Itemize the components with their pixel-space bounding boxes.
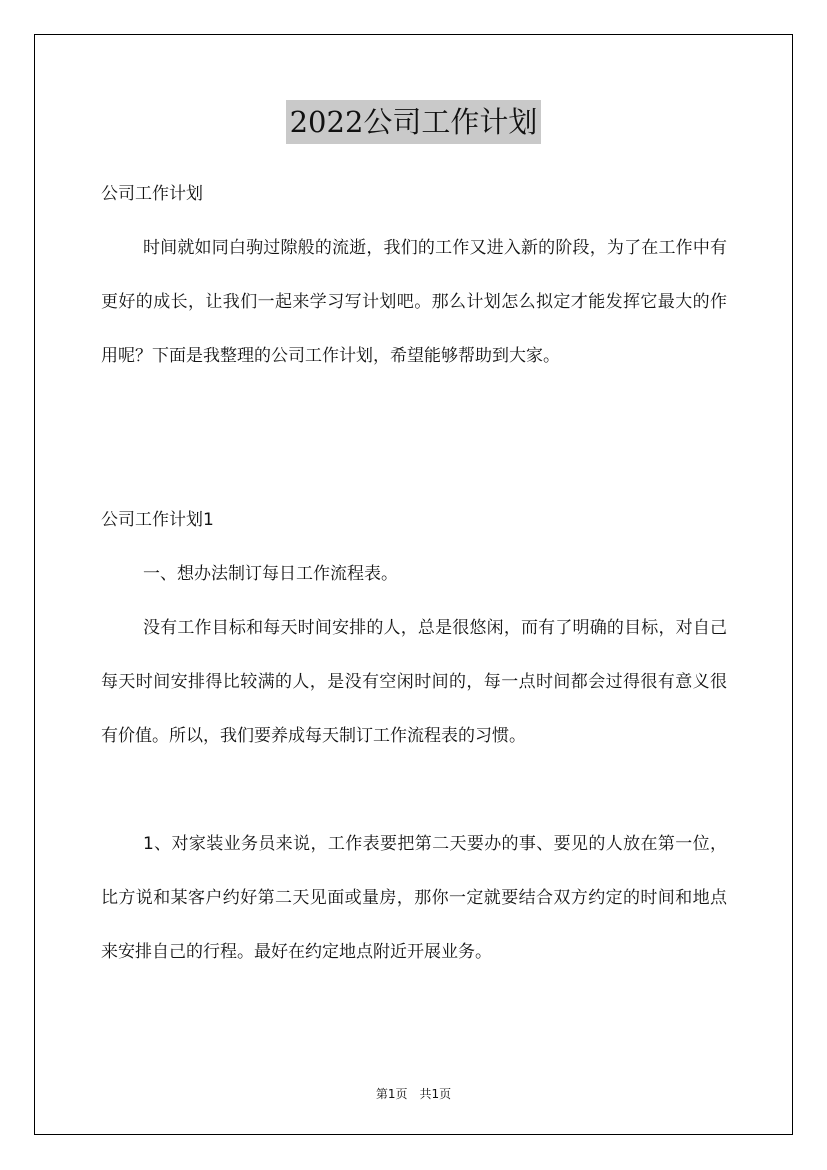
page-footer [0,1085,827,1102]
intro-paragraph: 时间就如同白驹过隙般的流逝，我们的工作又进入新的阶段，为了在工作中有更好的成长，让我们一起来学习写计划吧。那么计划怎么拟定才能发挥它最大的作用呢？下面是我整理的公司工作计划，希望能够帮助到大家。 [101,238,727,366]
section-heading: 公司工作计划 [101,184,203,204]
body-paragraph-1: 没有工作目标和每天时间安排的人，总是很悠闲，而有了明确的目标，对自己每天时间安排得比较满的人，是没有空闲时间的，每一点时间都会过得很有意义很有价值。所以，我们要养成每天制订工作流程表的习惯。 [101,618,727,746]
section-item-1: 一、想办法制订每日工作流程表。 [143,564,398,584]
plan-heading: 公司工作计划1 [101,510,214,530]
page-total: 共1页 [419,1087,452,1101]
document-title: 2022公司工作计划 [286,100,542,144]
body-paragraph-2: 1、对家装业务员来说，工作表要把第二天要办的事、要见的人放在第一位，比方说和某客户约好第二天见面或量房，那你一定就要结合双方约定的时间和地点来安排自己的行程。最好在约定地点附近开展业务。 [101,834,727,962]
page-number: 第1页 [375,1087,408,1101]
title-container [0,100,827,144]
